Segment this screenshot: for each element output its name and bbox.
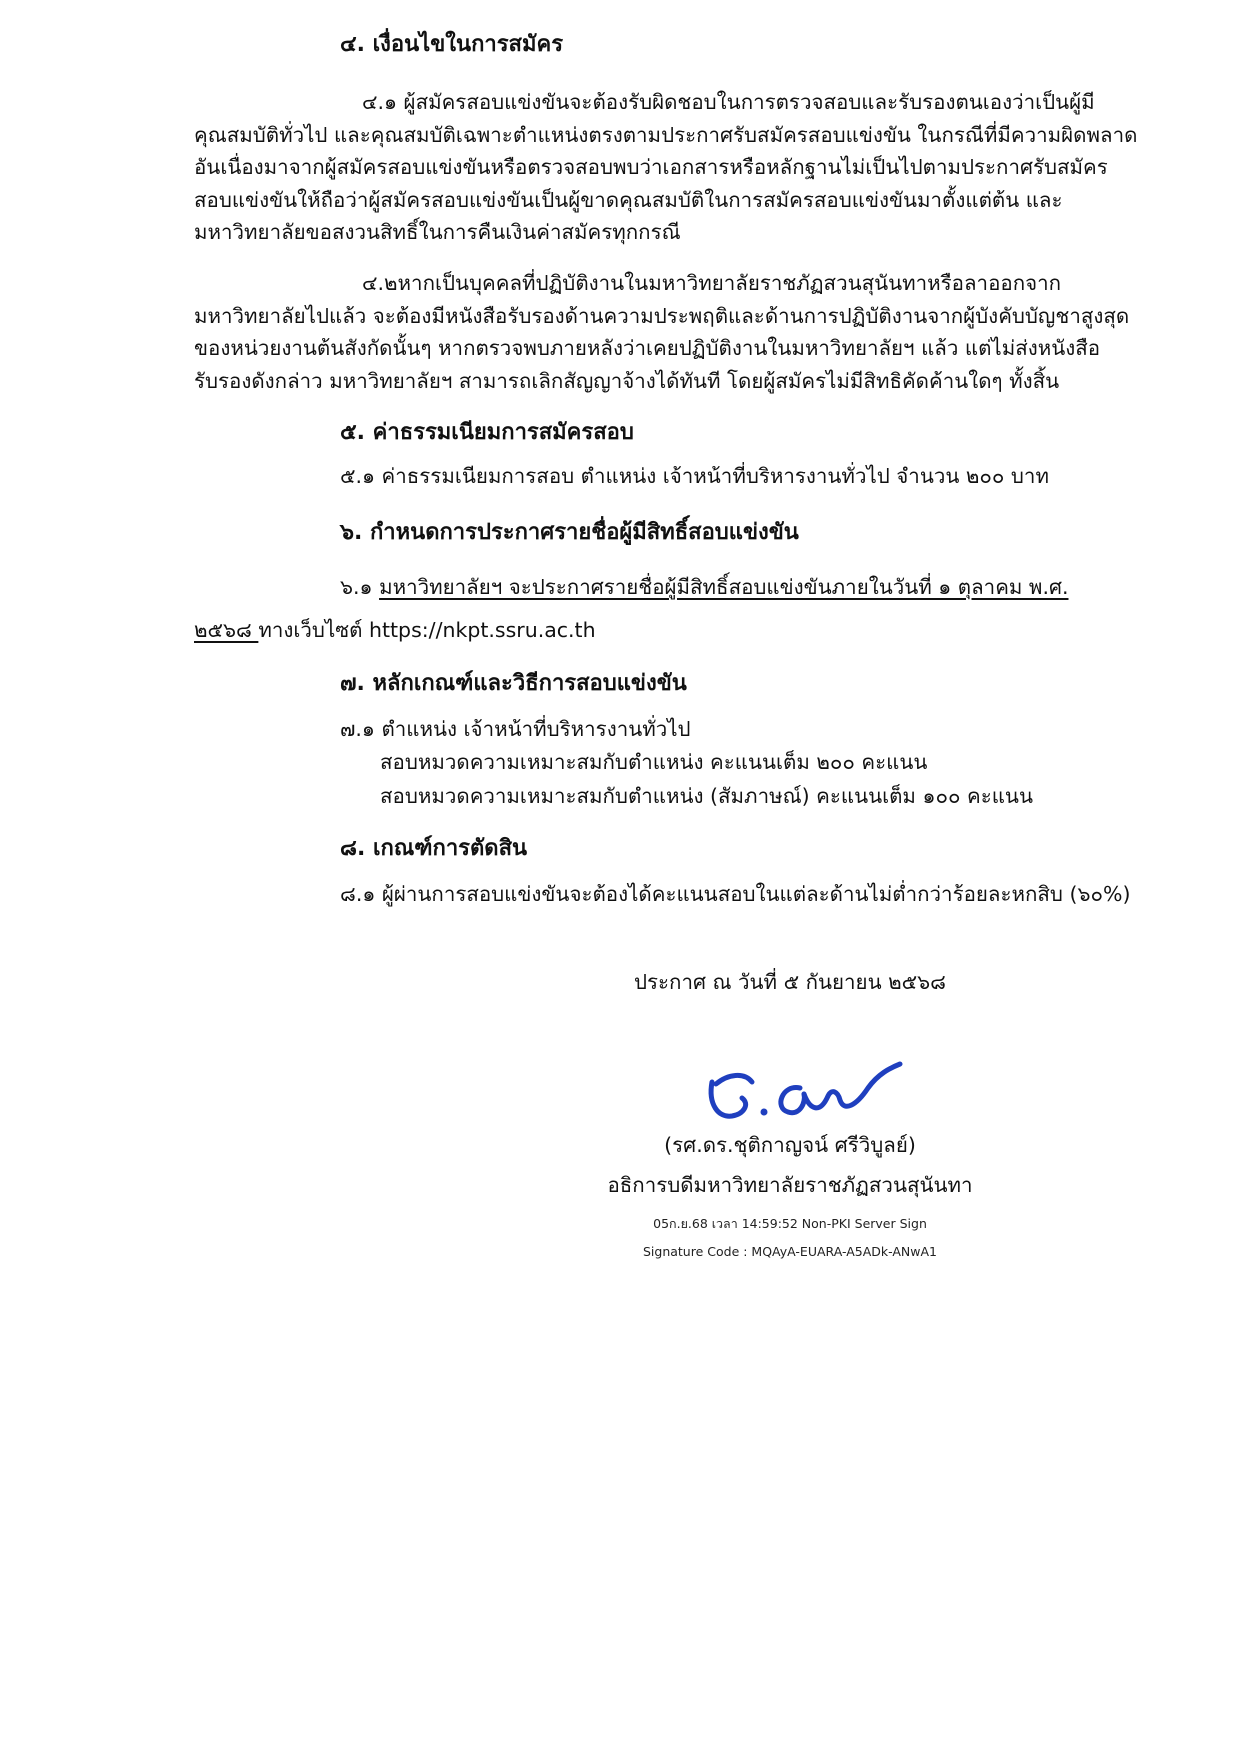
section-4-heading: ๔. เงื่อนไขในการสมัคร	[340, 32, 564, 57]
paragraph-line: รับรองดังกล่าว มหาวิทยาลัยฯ สามารถเลิกสัญญาจ้างได้ทันที โดยผู้สมัครไม่มีสิทธิคัดค้านใดๆ ทั้งสิ้น	[194, 368, 1060, 393]
section-4-1-paragraph	[194, 86, 1138, 249]
paragraph-line: มหาวิทยาลัยไปแล้ว จะต้องมีหนังสือรับรองด้านความประพฤติและด้านการปฏิบัติงานจากผู้บังคับบัญชาสูงสุด	[194, 303, 1130, 328]
section-6-1-line-2	[194, 614, 596, 647]
section-6-1-prefix: ๖.๑	[340, 575, 380, 599]
paragraph-line: อันเนื่องมาจากผู้สมัครสอบแข่งขันหรือตรวจสอบพบว่าเอกสารหรือหลักฐานไม่เป็นไปตามประกาศรับสมัคร	[194, 155, 1108, 179]
paragraph-line: มหาวิทยาลัยขอสงวนสิทธิ์ในการคืนเงินค่าสมัครทุกกรณี	[194, 220, 681, 244]
section-5-1-item: ๕.๑ ค่าธรรมเนียมการสอบ ตำแหน่ง เจ้าหน้าที่บริหารงานทั่วไป จำนวน ๒๐๐ บาท	[340, 464, 1049, 488]
sign-timestamp: 05ก.ย.68 เวลา 14:59:52 Non-PKI Server Sign	[653, 1216, 927, 1231]
paragraph-line: คุณสมบัติทั่วไป และคุณสมบัติเฉพาะตำแหน่งตรงตามประกาศรับสมัครสอบแข่งขัน ในกรณีที่มีความผิดพลาด	[194, 122, 1138, 147]
section-5-heading: ๕. ค่าธรรมเนียมการสมัครสอบ	[340, 420, 634, 445]
signer-name: (รศ.ดร.ชุติกาญจน์ ศรีวิบูลย์)	[664, 1133, 916, 1157]
section-6-1-year: ๒๕๖๘	[194, 618, 259, 642]
signature-image	[700, 1044, 910, 1130]
section-4-2-paragraph	[194, 267, 1130, 397]
section-6-1-item	[340, 571, 1069, 604]
section-8-1-item: ๘.๑ ผู้ผ่านการสอบแข่งขันจะต้องได้คะแนนสอบในแต่ละด้านไม่ต่ำกว่าร้อยละหกสิบ (๖๐%)	[340, 882, 1131, 906]
signature-code: Signature Code : MQAyA-EUARA-A5ADk-ANwA1	[642, 1244, 938, 1259]
paragraph-line: สอบแข่งขันให้ถือว่าผู้สมัครสอบแข่งขันเป็นผู้ขาดคุณสมบัติในการสมัครสอบแข่งขันมาตั้งแต่ต้น และ	[194, 187, 1063, 212]
section-8-heading: ๘. เกณฑ์การตัดสิน	[340, 836, 528, 861]
section-7-heading: ๗. หลักเกณฑ์และวิธีการสอบแข่งขัน	[340, 671, 687, 696]
section-6-1-underlined-text: มหาวิทยาลัยฯ จะประกาศรายชื่อผู้มีสิทธิ์สอบแข่งขันภายในวันที่ ๑ ตุลาคม พ.ศ.	[379, 575, 1069, 599]
paragraph-line: ของหน่วยงานต้นสังกัดนั้นๆ หากตรวจพบภายหลังว่าเคยปฏิบัติงานในมหาวิทยาลัยฯ แล้ว แต่ไม่ส่งหนังสือ	[194, 336, 1101, 360]
section-7-1-sub-1: สอบหมวดความเหมาะสมกับตำแหน่ง คะแนนเต็ม ๒๐๐ คะแนน	[380, 750, 928, 774]
section-7-1-sub-2: สอบหมวดความเหมาะสมกับตำแหน่ง (สัมภาษณ์) คะแนนเต็ม ๑๐๐ คะแนน	[380, 784, 1033, 808]
section-6-1-website: ทางเว็บไซต์ https://nkpt.ssru.ac.th	[258, 618, 596, 642]
signer-title: อธิการบดีมหาวิทยาลัยราชภัฏสวนสุนันทา	[607, 1173, 973, 1197]
announce-date: ประกาศ ณ วันที่ ๕ กันยายน ๒๕๖๘	[634, 970, 946, 994]
section-6-heading: ๖. กำหนดการประกาศรายชื่อผู้มีสิทธิ์สอบแข่งขัน	[340, 520, 799, 545]
paragraph-line: ๔.๒หากเป็นบุคคลที่ปฏิบัติงานในมหาวิทยาลัยราชภัฏสวนสุนันทาหรือลาออกจาก	[362, 271, 1062, 295]
section-7-1-item: ๗.๑ ตำแหน่ง เจ้าหน้าที่บริหารงานทั่วไป	[340, 717, 691, 741]
paragraph-line: ๔.๑ ผู้สมัครสอบแข่งขันจะต้องรับผิดชอบในการตรวจสอบและรับรองตนเองว่าเป็นผู้มี	[362, 90, 1095, 114]
